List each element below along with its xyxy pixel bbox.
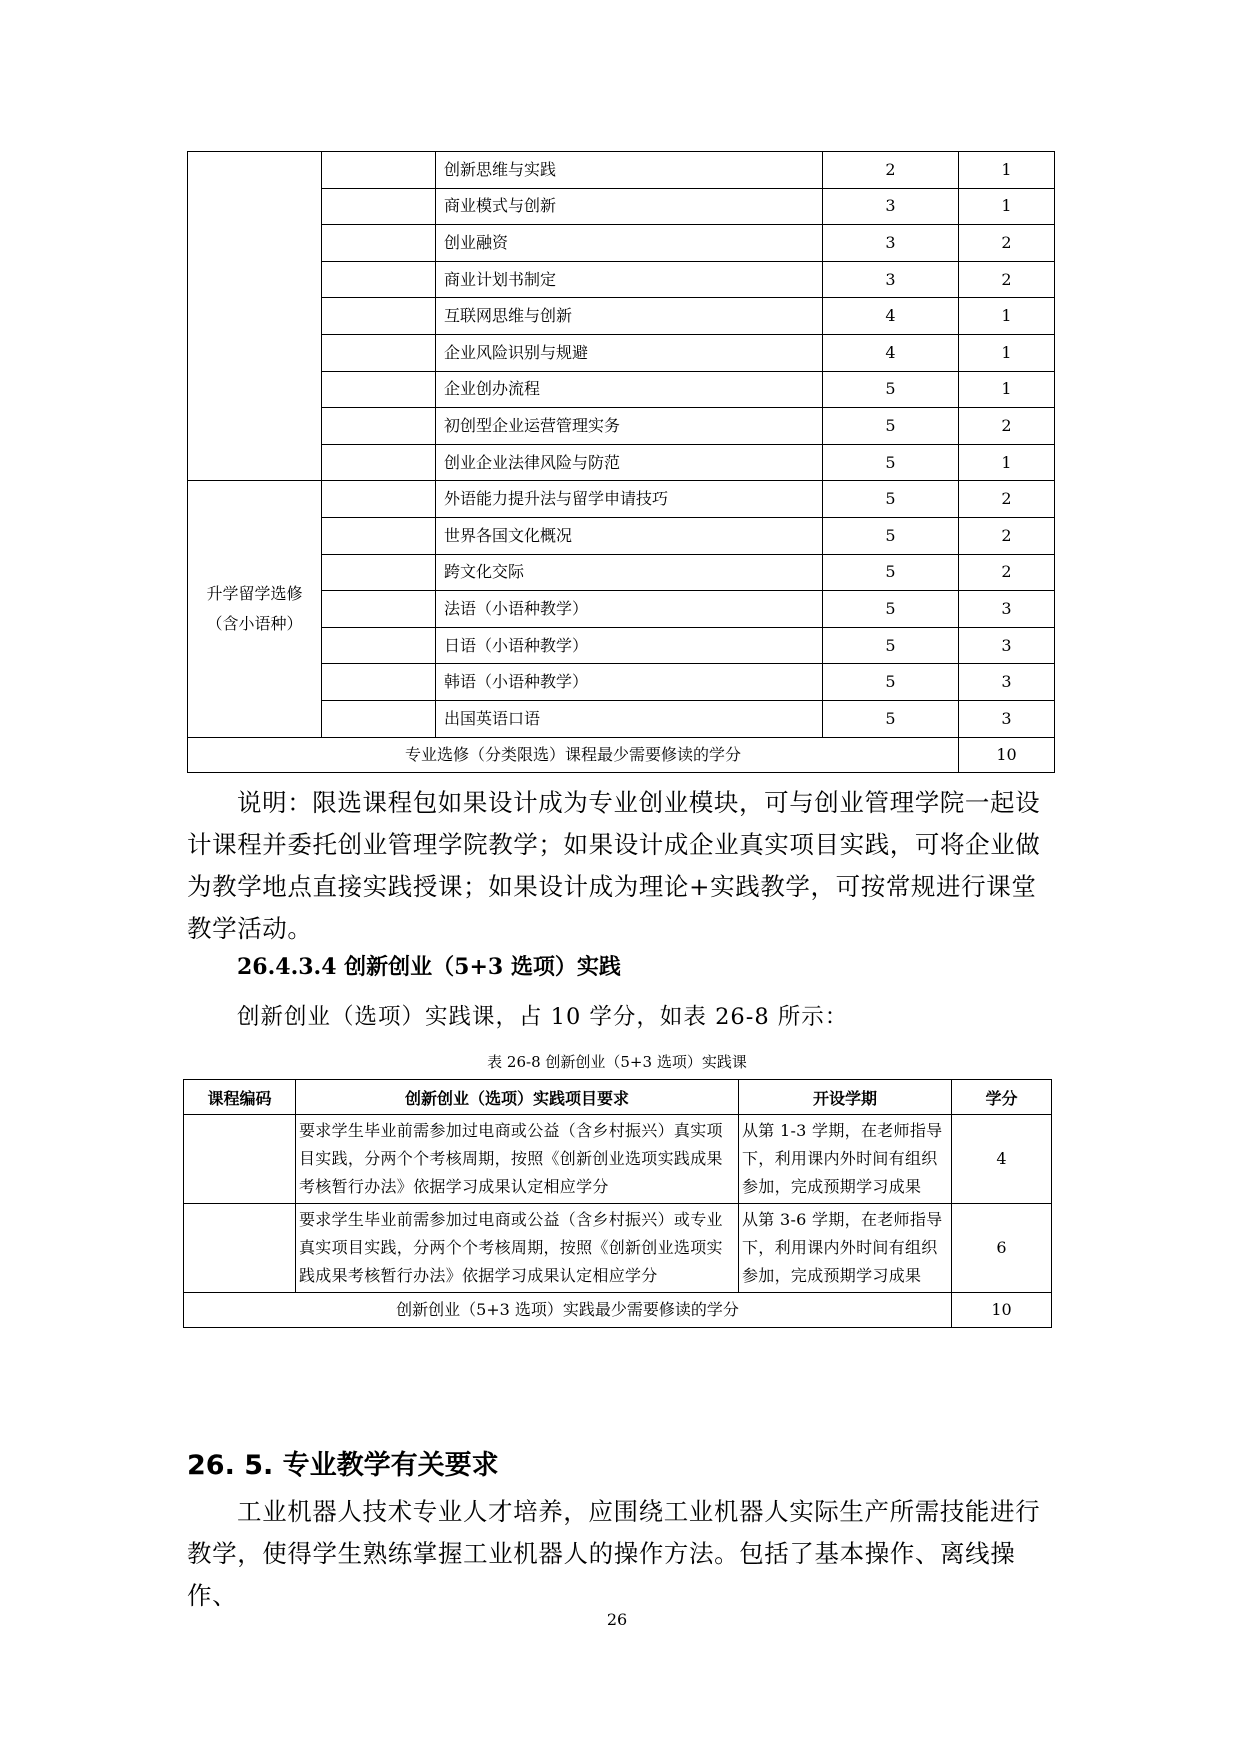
course-name: 创新思维与实践 [436,152,823,189]
total-label: 创新创业（5+3 选项）实践最少需要修读的学分 [184,1293,952,1328]
course-term: 5 [823,371,959,408]
empty-cell [322,444,436,481]
course-name: 企业风险识别与规避 [436,334,823,371]
course-term: 5 [823,554,959,591]
course-term: 4 [823,298,959,335]
course-term: 5 [823,700,959,737]
empty-cell [322,408,436,445]
course-term: 5 [823,481,959,518]
course-term: 4 [823,334,959,371]
category-cell [188,152,322,481]
course-name: 跨文化交际 [436,554,823,591]
table-caption: 表 26-8 创新创业（5+3 选项）实践课 [487,1053,747,1071]
course-code [184,1204,296,1293]
empty-cell [322,334,436,371]
table-row [188,481,1055,518]
course-term: 5 [823,591,959,628]
empty-cell [322,700,436,737]
table-row [188,152,1055,189]
course-name: 韩语（小语种教学） [436,664,823,701]
empty-cell [322,664,436,701]
course-term: 5 [823,627,959,664]
requirement-cell: 要求学生毕业前需参加过电商或公益（含乡村振兴）真实项目实践，分两个个考核周期，按照《创新创业选项实践成果考核暂行办法》依据学习成果认定相应学分 [296,1115,739,1204]
header-code: 课程编码 [184,1080,296,1115]
note-paragraph [187,782,1055,950]
course-name: 世界各国文化概况 [436,517,823,554]
course-credit: 2 [959,517,1055,554]
course-credit: 3 [959,591,1055,628]
course-credit: 1 [959,152,1055,189]
empty-cell [322,261,436,298]
course-term: 3 [823,261,959,298]
total-value: 10 [952,1293,1052,1328]
header-credit: 学分 [952,1080,1052,1115]
course-term: 2 [823,152,959,189]
course-term: 5 [823,444,959,481]
course-name: 商业模式与创新 [436,188,823,225]
course-credit: 3 [959,664,1055,701]
course-term: 5 [823,408,959,445]
course-name: 外语能力提升法与留学申请技巧 [436,481,823,518]
course-name: 日语（小语种教学） [436,627,823,664]
course-name: 互联网思维与创新 [436,298,823,335]
table-row [184,1204,1052,1293]
sub-heading: 26.4.3.4 创新创业（5+3 选项）实践 [237,954,621,980]
empty-cell [322,591,436,628]
course-credit: 1 [959,371,1055,408]
course-term: 3 [823,225,959,262]
header-requirement: 创新创业（选项）实践项目要求 [296,1080,739,1115]
category-cell [188,481,322,737]
section-heading: 26. 5. 专业教学有关要求 [187,1450,499,1481]
empty-cell [322,225,436,262]
body-text: 工业机器人技术专业人才培养，应围绕工业机器人实际生产所需技能进行教学，使得学生熟练掌握工业机器人的操作方法。包括了基本操作、离线操作、 [187,1497,1041,1610]
practice-table [183,1079,1052,1328]
page-number: 26 [606,1610,628,1629]
empty-cell [322,298,436,335]
category-sublabel: （含小语种） [206,613,303,633]
course-name: 商业计划书制定 [436,261,823,298]
elective-courses-table [187,151,1055,773]
course-name: 法语（小语种教学） [436,591,823,628]
credit-cell: 4 [952,1115,1052,1204]
empty-cell [322,627,436,664]
table-header-row [184,1080,1052,1115]
course-name: 出国英语口语 [436,700,823,737]
course-name: 创业企业法律风险与防范 [436,444,823,481]
table-total-row [188,737,1055,772]
intro-line: 创新创业（选项）实践课，占 10 学分，如表 26-8 所示： [237,1004,849,1030]
empty-cell [322,554,436,591]
course-name: 企业创办流程 [436,371,823,408]
empty-cell [322,481,436,518]
body-paragraph [187,1491,1055,1617]
table-row [184,1115,1052,1204]
course-term: 3 [823,188,959,225]
note-text: 说明：限选课程包如果设计成为专业创业模块，可与创业管理学院一起设计课程并委托创业管理学院教学；如果设计成企业真实项目实践，可将企业做为教学地点直接实践授课；如果设计成为理论+实践教学，可按常规进行课堂教学活动。 [187,788,1041,943]
total-value: 10 [959,737,1055,772]
course-credit: 2 [959,554,1055,591]
header-term: 开设学期 [739,1080,952,1115]
term-cell: 从第 3-6 学期，在老师指导下，利用课内外时间有组织参加，完成预期学习成果 [739,1204,952,1293]
course-credit: 1 [959,334,1055,371]
course-credit: 3 [959,627,1055,664]
course-credit: 2 [959,225,1055,262]
empty-cell [322,371,436,408]
course-credit: 2 [959,261,1055,298]
course-term: 5 [823,517,959,554]
requirement-cell: 要求学生毕业前需参加过电商或公益（含乡村振兴）或专业真实项目实践，分两个个考核周期，按照《创新创业选项实践成果考核暂行办法》依据学习成果认定相应学分 [296,1204,739,1293]
course-credit: 2 [959,481,1055,518]
table-total-row [184,1293,1052,1328]
course-credit: 1 [959,444,1055,481]
course-credit: 1 [959,188,1055,225]
course-credit: 3 [959,700,1055,737]
empty-cell [322,188,436,225]
empty-cell [322,152,436,189]
course-code [184,1115,296,1204]
course-name: 初创型企业运营管理实务 [436,408,823,445]
total-label: 专业选修（分类限选）课程最少需要修读的学分 [188,737,959,772]
course-term: 5 [823,664,959,701]
course-credit: 1 [959,298,1055,335]
category-label: 升学留学选修 [206,583,303,603]
empty-cell [322,517,436,554]
course-credit: 2 [959,408,1055,445]
credit-cell: 6 [952,1204,1052,1293]
course-name: 创业融资 [436,225,823,262]
term-cell: 从第 1-3 学期，在老师指导下，利用课内外时间有组织参加，完成预期学习成果 [739,1115,952,1204]
